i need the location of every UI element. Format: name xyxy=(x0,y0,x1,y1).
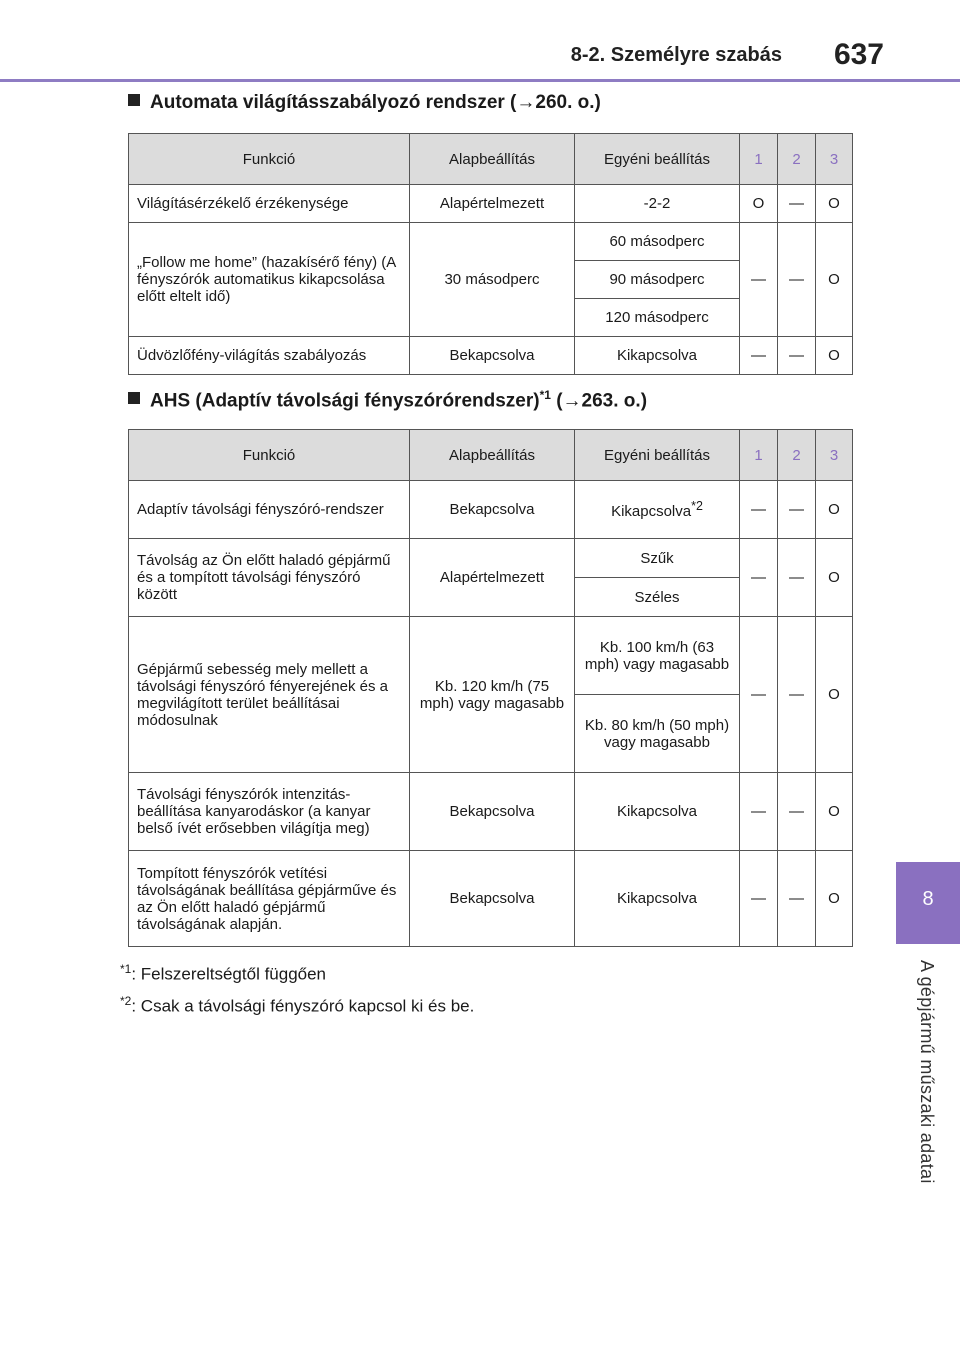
footnote-mark: *2 xyxy=(691,499,703,513)
mark-cell: — xyxy=(778,185,816,223)
table-header-row xyxy=(129,430,853,481)
section1-heading xyxy=(128,92,601,114)
chapter-number: 8 xyxy=(922,888,934,910)
func-cell: Távolság az Ön előtt haladó gépjármű és a tompított távolsági fényszóró között xyxy=(129,539,410,617)
bullet-square-icon xyxy=(128,94,140,106)
func-cell: Világításérzékelő érzékenysége xyxy=(129,185,410,223)
func-cell: Adaptív távolsági fényszóró-rendszer xyxy=(129,481,410,539)
mark-cell: O xyxy=(816,851,853,947)
mark-cell: — xyxy=(778,337,816,375)
page-number: 637 xyxy=(833,38,884,71)
section2-heading xyxy=(128,388,647,412)
custom-cell: Kb. 80 km/h (50 mph) vagy magasabb xyxy=(575,695,740,773)
mark-cell: O xyxy=(816,185,853,223)
page-header xyxy=(0,0,960,80)
mark-cell: — xyxy=(740,773,778,851)
custom-cell: Kb. 100 km/h (63 mph) vagy magasabb xyxy=(575,617,740,695)
custom-cell: Kikapcsolva xyxy=(575,773,740,851)
col-header: Alapbeállítás xyxy=(410,430,575,481)
func-cell: Gépjármű sebesség mely mellett a távolsági fényszóró fényerejének és a megvilágított terület beállításai módosulnak xyxy=(129,617,410,773)
footnote-mark: *1 xyxy=(120,962,132,976)
footnote-2 xyxy=(120,994,474,1017)
mark-cell: — xyxy=(778,617,816,773)
mark-cell: — xyxy=(778,223,816,337)
table-row xyxy=(129,617,853,695)
bullet-square-icon xyxy=(128,392,140,404)
mark-cell: — xyxy=(740,617,778,773)
header-rule xyxy=(0,79,960,82)
custom-cell: Kikapcsolva xyxy=(575,337,740,375)
section2-title-ref: (→263. o.) xyxy=(556,390,648,412)
mark-cell: — xyxy=(740,481,778,539)
mark-cell: — xyxy=(778,773,816,851)
col-header-2: 2 xyxy=(778,430,816,481)
func-cell: Távolsági fényszórók intenzitás-beállítása kanyarodáskor (a kanyar belső ívét erősebben világítja meg) xyxy=(129,773,410,851)
col-header: Egyéni beállítás xyxy=(575,134,740,185)
col-header-1: 1 xyxy=(740,430,778,481)
table-row xyxy=(129,539,853,578)
mark-cell: O xyxy=(816,539,853,617)
default-cell: 30 másodperc xyxy=(410,223,575,337)
col-header: Alapbeállítás xyxy=(410,134,575,185)
footnote-1 xyxy=(120,962,326,985)
mark-cell: O xyxy=(816,223,853,337)
default-cell: Alapértelmezett xyxy=(410,539,575,617)
table-row xyxy=(129,481,853,539)
table-row xyxy=(129,223,853,261)
mark-cell: — xyxy=(778,481,816,539)
func-cell: Üdvözlőfény-világítás szabályozás xyxy=(129,337,410,375)
section2-table xyxy=(128,429,853,947)
func-cell: Tompított fényszórók vetítési távolságának beállítása gépjárműve és az Ön előtt haladó gépjármű távolságának alapján. xyxy=(129,851,410,947)
mark-cell: — xyxy=(778,539,816,617)
col-header-1: 1 xyxy=(740,134,778,185)
custom-cell: 60 másodperc xyxy=(575,223,740,261)
custom-cell xyxy=(575,481,740,539)
section2-title: AHS (Adaptív távolsági fényszórórendszer) xyxy=(150,390,540,412)
default-cell: Bekapcsolva xyxy=(410,337,575,375)
default-cell: Alapértelmezett xyxy=(410,185,575,223)
footnote-mark: *2 xyxy=(120,994,132,1008)
default-cell: Bekapcsolva xyxy=(410,773,575,851)
mark-cell: — xyxy=(740,337,778,375)
footnote-text: : Felszereltségtől függően xyxy=(131,964,327,984)
col-header-3: 3 xyxy=(816,430,853,481)
mark-cell: O xyxy=(816,481,853,539)
default-cell: Bekapcsolva xyxy=(410,851,575,947)
custom-cell: 90 másodperc xyxy=(575,261,740,299)
mark-cell: O xyxy=(816,337,853,375)
chapter-title-vertical: A gépjármű műszaki adatai xyxy=(917,960,937,1184)
mark-cell: O xyxy=(816,773,853,851)
custom-cell: Szűk xyxy=(575,539,740,578)
table-header-row xyxy=(129,134,853,185)
default-cell: Bekapcsolva xyxy=(410,481,575,539)
mark-cell: — xyxy=(740,539,778,617)
mark-cell: — xyxy=(740,223,778,337)
col-header: Egyéni beállítás xyxy=(575,430,740,481)
chapter-tab xyxy=(896,862,960,944)
section1-title: Automata világításszabályozó rendszer (→260. o.) xyxy=(150,92,601,113)
col-header-2: 2 xyxy=(778,134,816,185)
section-title: 8-2. Személyre szabás xyxy=(570,44,782,66)
custom-cell: Széles xyxy=(575,578,740,617)
table-row xyxy=(129,185,853,223)
section2-title-sup: *1 xyxy=(539,388,551,402)
custom-cell: Kikapcsolva xyxy=(575,851,740,947)
mark-cell: — xyxy=(778,851,816,947)
table-row xyxy=(129,337,853,375)
col-header: Funkció xyxy=(129,134,410,185)
custom-value: Kikapcsolva xyxy=(611,503,692,520)
table-row xyxy=(129,851,853,947)
mark-cell: O xyxy=(816,617,853,773)
custom-cell: -2-2 xyxy=(575,185,740,223)
custom-cell: 120 másodperc xyxy=(575,299,740,337)
default-cell: Kb. 120 km/h (75 mph) vagy magasabb xyxy=(410,617,575,773)
func-cell: „Follow me home” (hazakísérő fény) (A fényszórók automatikus kikapcsolása előtt eltelt idő) xyxy=(129,223,410,337)
section1-table xyxy=(128,133,853,375)
table-row xyxy=(129,773,853,851)
mark-cell: O xyxy=(740,185,778,223)
footnote-text: : Csak a távolsági fényszóró kapcsol ki és be. xyxy=(131,996,475,1016)
col-header-3: 3 xyxy=(816,134,853,185)
mark-cell: — xyxy=(740,851,778,947)
col-header: Funkció xyxy=(129,430,410,481)
